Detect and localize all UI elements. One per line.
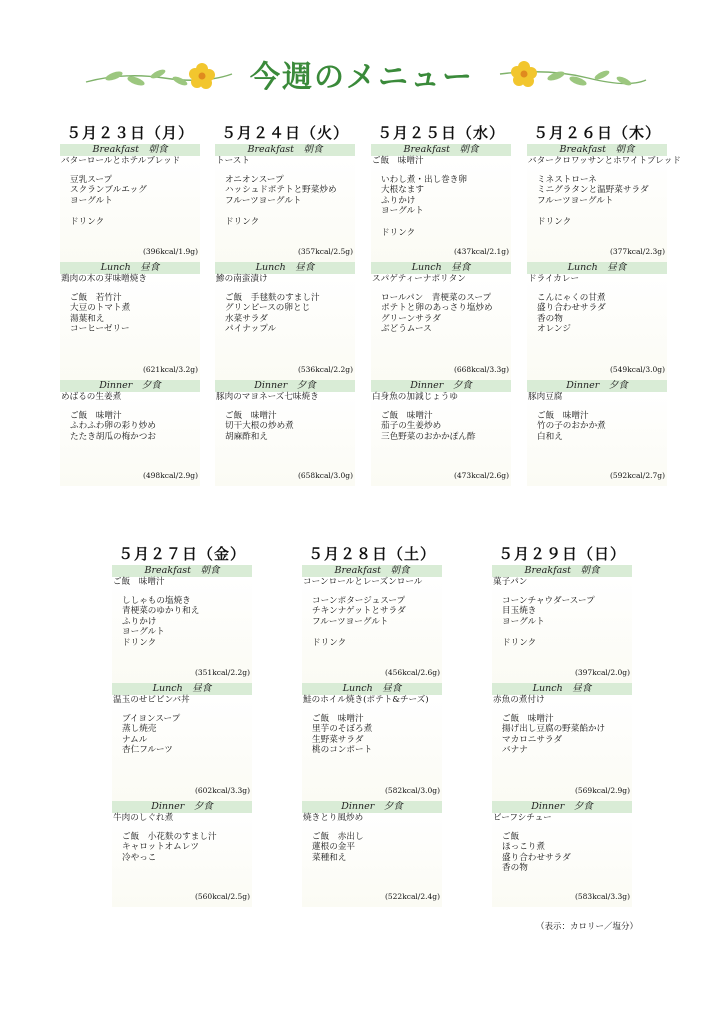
side-dish: 豆乳スープ: [70, 174, 113, 185]
breakfast-label-bar: Breakfast 朝食: [371, 144, 511, 156]
main-dish: スパゲティーナポリタン: [372, 274, 466, 284]
spacer: [492, 824, 632, 832]
dinner-label-bar: Dinner 夕食: [112, 801, 252, 813]
calorie-salt-value: (377kcal/2.3g): [609, 247, 665, 256]
breakfast-section: [60, 144, 200, 262]
side-dish: ロールパン 青梗菜のスープ: [381, 292, 492, 303]
side-dish: ご飯 味噌汁: [70, 410, 122, 421]
day-date-header: ５月２７日（金）: [118, 545, 247, 563]
side-dish: ミニグラタンと温野菜サラダ: [537, 185, 649, 196]
breakfast-section: [302, 565, 442, 683]
spacer: [60, 285, 200, 293]
lunch-menu: [371, 274, 511, 335]
spacer: [60, 403, 200, 411]
spacer: [527, 167, 667, 175]
side-dish: ドリンク: [381, 227, 416, 238]
nutrition-legend-note: （表示：カロリー／塩分）: [536, 922, 639, 932]
side-dish: チキンナゲットとサラダ: [312, 606, 406, 617]
side-dish: 三色野菜のおかかぽん酢: [381, 431, 476, 442]
calorie-salt-value: (498kcal/2.9g): [142, 471, 198, 480]
side-dish: ポテトと卵のあっさり塩炒め: [381, 303, 493, 314]
side-dish: ヨーグルト: [70, 195, 113, 206]
dinner-menu: [60, 392, 200, 442]
main-dish: ご飯 味噌汁: [372, 156, 424, 166]
dinner-menu: [527, 392, 667, 442]
side-dish: ヨーグルト: [381, 206, 424, 217]
side-dish: ヨーグルト: [122, 627, 165, 638]
title-area: [0, 44, 724, 104]
calorie-salt-value: (397kcal/2.0g): [574, 668, 630, 677]
side-dish: オレンジ: [537, 324, 571, 335]
lunch-menu: [492, 695, 632, 756]
main-dish: 温玉のせビビンバ丼: [113, 695, 190, 705]
side-dish: 大根なます: [381, 185, 424, 196]
side-dish: ドリンク: [537, 216, 572, 227]
side-dish: ほっこり煮: [502, 842, 545, 853]
side-dish: フルーツヨーグルト: [537, 195, 614, 206]
side-dish: 竹の子のおかか煮: [537, 421, 606, 432]
side-dish: [215, 206, 355, 217]
side-dish: いわし煮・出し巻き卵: [381, 174, 467, 185]
main-dish: 赤魚の煮付け: [493, 695, 545, 705]
calorie-salt-value: (357kcal/2.5g): [297, 247, 353, 256]
day-date-header: ５月２９日（日）: [498, 545, 627, 563]
day-date-header: ５月２６日（木）: [533, 124, 662, 142]
dinner-section: [527, 380, 667, 486]
breakfast-section: [371, 144, 511, 262]
day-date-header: ５月２３日（月）: [66, 124, 195, 142]
side-dish: 香の物: [502, 863, 528, 874]
calorie-salt-value: (549kcal/3.0g): [609, 365, 665, 374]
side-dish: ドリンク: [502, 637, 537, 648]
dinner-section: [112, 801, 252, 907]
main-dish: 鮭のホイル焼き(ポテト&チーズ): [303, 695, 429, 705]
dinner-menu: [112, 813, 252, 863]
spacer: [215, 285, 355, 293]
main-dish: 牛肉のしぐれ煮: [113, 813, 174, 823]
side-dish: オニオンスープ: [225, 174, 284, 185]
side-dish: 里芋のそぼろ煮: [312, 724, 373, 735]
day-column: [215, 122, 355, 486]
dinner-label-bar: Dinner 夕食: [371, 380, 511, 392]
breakfast-label-bar: Breakfast 朝食: [112, 565, 252, 577]
lunch-menu: [112, 695, 252, 756]
calorie-salt-value: (592kcal/2.7g): [609, 471, 665, 480]
breakfast-menu: [112, 577, 252, 649]
calorie-salt-value: (583kcal/3.3g): [574, 892, 630, 901]
day-date-header: ５月２４日（火）: [221, 124, 350, 142]
spacer: [302, 706, 442, 714]
dinner-section: [215, 380, 355, 486]
side-dish: ハッシュドポテトと野菜炒め: [225, 185, 337, 196]
side-dish: スクランブルエッグ: [70, 185, 147, 196]
breakfast-label-bar: Breakfast 朝食: [492, 565, 632, 577]
spacer: [527, 285, 667, 293]
side-dish: [302, 627, 442, 638]
main-dish: 菓子パン: [493, 577, 528, 587]
dinner-menu: [492, 813, 632, 874]
breakfast-menu: [60, 156, 200, 228]
side-dish: ししゃもの塩焼き: [122, 595, 191, 606]
breakfast-section: [492, 565, 632, 683]
lunch-section: [112, 683, 252, 801]
main-dish: コーンロールとレーズンロール: [303, 577, 423, 587]
side-dish: 香の物: [537, 313, 563, 324]
spacer: [215, 403, 355, 411]
side-dish: 目玉焼き: [502, 606, 537, 617]
spacer: [371, 403, 511, 411]
breakfast-label-bar: Breakfast 朝食: [302, 565, 442, 577]
calorie-salt-value: (582kcal/3.0g): [384, 786, 440, 795]
side-dish: 湯葉和え: [70, 313, 105, 324]
dinner-section: [371, 380, 511, 486]
side-dish: 茄子の生姜炒め: [381, 421, 442, 432]
side-dish: コーヒーゼリー: [70, 324, 130, 335]
breakfast-section: [527, 144, 681, 262]
dinner-section: [302, 801, 442, 907]
calorie-salt-value: (437kcal/2.1g): [453, 247, 509, 256]
side-dish: ご飯 味噌汁: [225, 410, 277, 421]
side-dish: キャロットオムレツ: [122, 842, 199, 853]
lunch-section: [527, 262, 667, 380]
side-dish: 菜種和え: [312, 852, 347, 863]
dinner-label-bar: Dinner 夕食: [302, 801, 442, 813]
breakfast-section: [112, 565, 252, 683]
dinner-label-bar: Dinner 夕食: [492, 801, 632, 813]
spacer: [112, 706, 252, 714]
day-column: [60, 122, 200, 486]
main-dish: ご飯 味噌汁: [113, 577, 165, 587]
calorie-salt-value: (658kcal/3.0g): [297, 471, 353, 480]
lunch-menu: [215, 274, 355, 335]
dinner-label-bar: Dinner 夕食: [215, 380, 355, 392]
side-dish: ふりかけ: [381, 195, 416, 206]
calorie-salt-value: (668kcal/3.3g): [453, 365, 509, 374]
main-dish: バタークロワッサンとホワイトブレッド: [528, 156, 681, 166]
main-dish: 鶏肉の木の芽味噌焼き: [61, 274, 147, 284]
side-dish: ブイヨンスープ: [122, 713, 181, 724]
calorie-salt-value: (621kcal/3.2g): [142, 365, 198, 374]
lunch-label-bar: Lunch 昼食: [527, 262, 667, 274]
lunch-menu: [527, 274, 667, 335]
dinner-menu: [302, 813, 442, 863]
side-dish: こんにゃくの甘煮: [537, 292, 606, 303]
main-dish: トースト: [216, 156, 250, 166]
side-dish: グリンピースの卵とじ: [225, 303, 311, 314]
side-dish: ドリンク: [225, 216, 260, 227]
lunch-section: [60, 262, 200, 380]
breakfast-menu: [527, 156, 681, 228]
main-dish: 豚肉豆腐: [528, 392, 563, 402]
breakfast-section: [215, 144, 355, 262]
lunch-label-bar: Lunch 昼食: [215, 262, 355, 274]
lunch-menu: [60, 274, 200, 335]
side-dish: 盛り合わせサラダ: [502, 852, 571, 863]
calorie-salt-value: (569kcal/2.9g): [574, 786, 630, 795]
side-dish: ご飯 小花麩のすまし汁: [122, 831, 217, 842]
breakfast-label-bar: Breakfast 朝食: [527, 144, 667, 156]
lunch-label-bar: Lunch 昼食: [112, 683, 252, 695]
spacer: [371, 285, 511, 293]
spacer: [527, 403, 667, 411]
spacer: [112, 588, 252, 596]
side-dish: バナナ: [502, 745, 528, 756]
main-dish: 焼きとり風炒め: [303, 813, 364, 823]
spacer: [371, 167, 511, 175]
side-dish: ドリンク: [312, 637, 347, 648]
side-dish: ドリンク: [70, 216, 105, 227]
main-dish: 白身魚の加減じょうゆ: [372, 392, 458, 402]
side-dish: フルーツヨーグルト: [312, 616, 389, 627]
side-dish: 桃のコンポート: [312, 745, 373, 756]
lunch-label-bar: Lunch 昼食: [60, 262, 200, 274]
side-dish: ヨーグルト: [502, 616, 545, 627]
side-dish: ふりかけ: [122, 616, 157, 627]
calorie-salt-value: (602kcal/3.3g): [194, 786, 250, 795]
lunch-menu: [302, 695, 442, 756]
side-dish: 蓮根の金平: [312, 842, 355, 853]
main-dish: ビーフシチュー: [493, 813, 552, 823]
side-dish: 蒸し焼売: [122, 724, 157, 735]
side-dish: ご飯 味噌汁: [502, 713, 554, 724]
side-dish: ナムル: [122, 734, 148, 745]
breakfast-menu: [371, 156, 511, 238]
spacer: [302, 824, 442, 832]
calorie-salt-value: (522kcal/2.4g): [384, 892, 440, 901]
day-column: [492, 543, 632, 907]
side-dish: ぶどうムース: [381, 324, 432, 335]
calorie-salt-value: (396kcal/1.9g): [142, 247, 198, 256]
side-dish: [371, 217, 511, 228]
breakfast-menu: [215, 156, 355, 228]
side-dish: マカロニサラダ: [502, 734, 563, 745]
side-dish: 白和え: [537, 431, 563, 442]
spacer: [112, 824, 252, 832]
lunch-label-bar: Lunch 昼食: [492, 683, 632, 695]
side-dish: 冷やっこ: [122, 852, 157, 863]
side-dish: ご飯 味噌汁: [381, 410, 433, 421]
day-date-header: ５月２５日（水）: [377, 124, 506, 142]
dinner-section: [492, 801, 632, 907]
side-dish: 揚げ出し豆腐の野菜餡かけ: [502, 724, 606, 735]
spacer: [492, 588, 632, 596]
breakfast-label-bar: Breakfast 朝食: [60, 144, 200, 156]
side-dish: 盛り合わせサラダ: [537, 303, 606, 314]
lunch-section: [302, 683, 442, 801]
side-dish: 胡麻酢和え: [225, 431, 268, 442]
spacer: [60, 167, 200, 175]
side-dish: [492, 627, 632, 638]
lunch-label-bar: Lunch 昼食: [302, 683, 442, 695]
side-dish: フルーツヨーグルト: [225, 195, 302, 206]
day-date-header: ５月２８日（土）: [308, 545, 437, 563]
calorie-salt-value: (536kcal/2.2g): [297, 365, 353, 374]
lunch-label-bar: Lunch 昼食: [371, 262, 511, 274]
calorie-salt-value: (473kcal/2.6g): [453, 471, 509, 480]
page-title: 今週のメニュー: [250, 60, 474, 95]
side-dish: パイナップル: [225, 324, 277, 335]
breakfast-menu: [492, 577, 632, 649]
side-dish: ドリンク: [122, 637, 157, 648]
dinner-label-bar: Dinner 夕食: [527, 380, 667, 392]
side-dish: ご飯 味噌汁: [537, 410, 589, 421]
side-dish: ご飯 若竹汁: [70, 292, 122, 303]
side-dish: グリーンサラダ: [381, 313, 441, 324]
spacer: [302, 588, 442, 596]
side-dish: 生野菜サラダ: [312, 734, 364, 745]
day-column: [527, 122, 681, 486]
calorie-salt-value: (560kcal/2.5g): [194, 892, 250, 901]
side-dish: 杏仁フルーツ: [122, 745, 173, 756]
main-dish: 豚肉のマヨネーズ七味焼き: [216, 392, 319, 402]
flower-ornament-right-icon: [498, 54, 648, 94]
side-dish: ご飯 赤出し: [312, 831, 364, 842]
side-dish: ミネストローネ: [537, 174, 597, 185]
day-column: [302, 543, 442, 907]
dinner-label-bar: Dinner 夕食: [60, 380, 200, 392]
spacer: [215, 167, 355, 175]
side-dish: [527, 206, 667, 217]
side-dish: ご飯: [502, 831, 520, 842]
side-dish: コーンチャウダースープ: [502, 595, 595, 606]
side-dish: ご飯 手毬麩のすまし汁: [225, 292, 320, 303]
spacer: [492, 706, 632, 714]
day-column: [371, 122, 511, 486]
breakfast-menu: [302, 577, 442, 649]
calorie-salt-value: (351kcal/2.2g): [194, 668, 250, 677]
side-dish: 大豆のトマト煮: [70, 303, 131, 314]
main-dish: めばるの生姜煮: [61, 392, 122, 402]
main-dish: ドライカレー: [528, 274, 580, 284]
side-dish: [60, 206, 200, 217]
dinner-menu: [371, 392, 511, 442]
side-dish: コーンポタージュスープ: [312, 595, 406, 606]
dinner-section: [60, 380, 200, 486]
side-dish: ふわふわ卵の彩り炒め: [70, 421, 156, 432]
lunch-section: [371, 262, 511, 380]
day-column: [112, 543, 252, 907]
dinner-menu: [215, 392, 355, 442]
calorie-salt-value: (456kcal/2.6g): [384, 668, 440, 677]
lunch-section: [492, 683, 632, 801]
side-dish: 切干大根の炒め煮: [225, 421, 294, 432]
lunch-section: [215, 262, 355, 380]
side-dish: 青梗菜のゆかり和え: [122, 606, 200, 617]
breakfast-label-bar: Breakfast 朝食: [215, 144, 355, 156]
side-dish: たたき胡瓜の梅かつお: [70, 431, 156, 442]
main-dish: バターロールとホテルブレッド: [61, 156, 181, 166]
side-dish: ご飯 味噌汁: [312, 713, 364, 724]
side-dish: 水菜サラダ: [225, 313, 268, 324]
main-dish: 鯵の南蛮漬け: [216, 274, 268, 284]
